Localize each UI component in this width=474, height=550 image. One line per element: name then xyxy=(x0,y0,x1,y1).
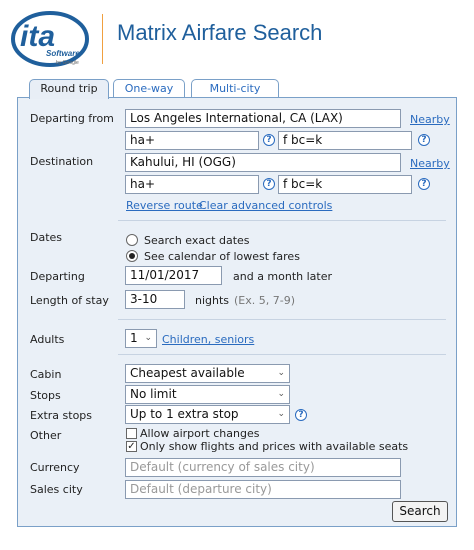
destination-routing-input[interactable]: ha+ xyxy=(125,175,259,194)
calendar-fares-radio[interactable] xyxy=(126,250,138,262)
allow-airport-changes-label: Allow airport changes xyxy=(140,427,260,440)
departing-suffix: and a month later xyxy=(233,270,333,283)
departing-from-label: Departing from xyxy=(30,112,114,125)
chevron-down-icon: ⌄ xyxy=(277,409,285,419)
allow-airport-changes-checkbox[interactable] xyxy=(126,428,137,439)
tab-one-way[interactable]: One-way xyxy=(113,79,185,98)
dates-label: Dates xyxy=(30,231,63,244)
cabin-value: Cheapest available xyxy=(130,366,245,380)
origin-extension-input[interactable]: f bc=k xyxy=(278,131,412,150)
section-divider xyxy=(118,319,446,320)
search-button[interactable]: Search xyxy=(392,501,448,522)
length-of-stay-input[interactable]: 3-10 xyxy=(125,290,185,309)
page-title: Matrix Airfare Search xyxy=(117,20,323,45)
chevron-down-icon: ⌄ xyxy=(277,368,285,378)
cabin-select[interactable] xyxy=(125,364,290,383)
search-form-panel xyxy=(17,97,457,527)
stops-value: No limit xyxy=(130,387,177,401)
ita-logo xyxy=(10,8,90,70)
extra-stops-help-icon[interactable]: ? xyxy=(295,409,307,421)
destination-input[interactable]: Kahului, HI (OGG) xyxy=(125,153,401,172)
origin-input[interactable]: Los Angeles International, CA (LAX) xyxy=(125,109,401,128)
extra-stops-select[interactable] xyxy=(125,405,290,424)
routing-help-icon[interactable]: ? xyxy=(263,134,275,146)
extension-help-icon[interactable]: ? xyxy=(418,178,430,190)
extra-stops-value: Up to 1 extra stop xyxy=(130,407,239,421)
children-seniors-link[interactable]: Children, seniors xyxy=(162,333,255,346)
tab-multi-city[interactable]: Multi-city xyxy=(191,79,279,98)
departing-date-input[interactable]: 11/01/2017 xyxy=(125,266,222,285)
destination-nearby-link[interactable]: Nearby xyxy=(410,157,450,170)
destination-label: Destination xyxy=(30,155,94,168)
origin-nearby-link[interactable]: Nearby xyxy=(410,113,450,126)
calendar-fares-label: See calendar of lowest fares xyxy=(144,250,300,263)
stops-label: Stops xyxy=(30,389,61,402)
clear-advanced-controls-link[interactable]: Clear advanced controls xyxy=(199,199,333,212)
exact-dates-label: Search exact dates xyxy=(144,234,250,247)
sales-city-label: Sales city xyxy=(30,483,83,496)
logo-by: by Google xyxy=(56,60,79,66)
only-available-seats-checkbox[interactable]: ✓ xyxy=(127,441,136,452)
currency-label: Currency xyxy=(30,461,80,474)
nights-label: nights xyxy=(195,294,230,307)
stay-hint: (Ex. 5, 7-9) xyxy=(234,294,295,307)
chevron-down-icon: ⌄ xyxy=(277,389,285,399)
section-divider xyxy=(118,220,446,221)
other-label: Other xyxy=(30,429,62,442)
logo-text: ita xyxy=(20,20,56,53)
header-divider xyxy=(102,14,103,64)
departing-label: Departing xyxy=(30,270,85,283)
stops-select[interactable] xyxy=(125,385,290,404)
chevron-down-icon: ⌄ xyxy=(144,333,152,343)
exact-dates-radio[interactable] xyxy=(126,234,138,246)
tab-round-trip[interactable]: Round trip xyxy=(29,79,109,99)
cabin-label: Cabin xyxy=(30,368,62,381)
length-of-stay-label: Length of stay xyxy=(30,294,109,307)
adults-value: 1 xyxy=(130,331,138,345)
routing-help-icon[interactable]: ? xyxy=(263,178,275,190)
section-divider xyxy=(118,354,446,355)
currency-input[interactable]: Default (currency of sales city) xyxy=(125,458,401,477)
extra-stops-label: Extra stops xyxy=(30,409,93,422)
logo-sub: Software xyxy=(46,49,80,58)
adults-select[interactable] xyxy=(125,329,157,348)
adults-label: Adults xyxy=(30,333,65,346)
origin-routing-input[interactable]: ha+ xyxy=(125,131,259,150)
only-available-seats-label: Only show flights and prices with available seats xyxy=(140,440,409,453)
reverse-route-link[interactable]: Reverse route xyxy=(126,199,203,212)
destination-extension-input[interactable]: f bc=k xyxy=(278,175,412,194)
extension-help-icon[interactable]: ? xyxy=(418,134,430,146)
sales-city-input[interactable]: Default (departure city) xyxy=(125,480,401,499)
